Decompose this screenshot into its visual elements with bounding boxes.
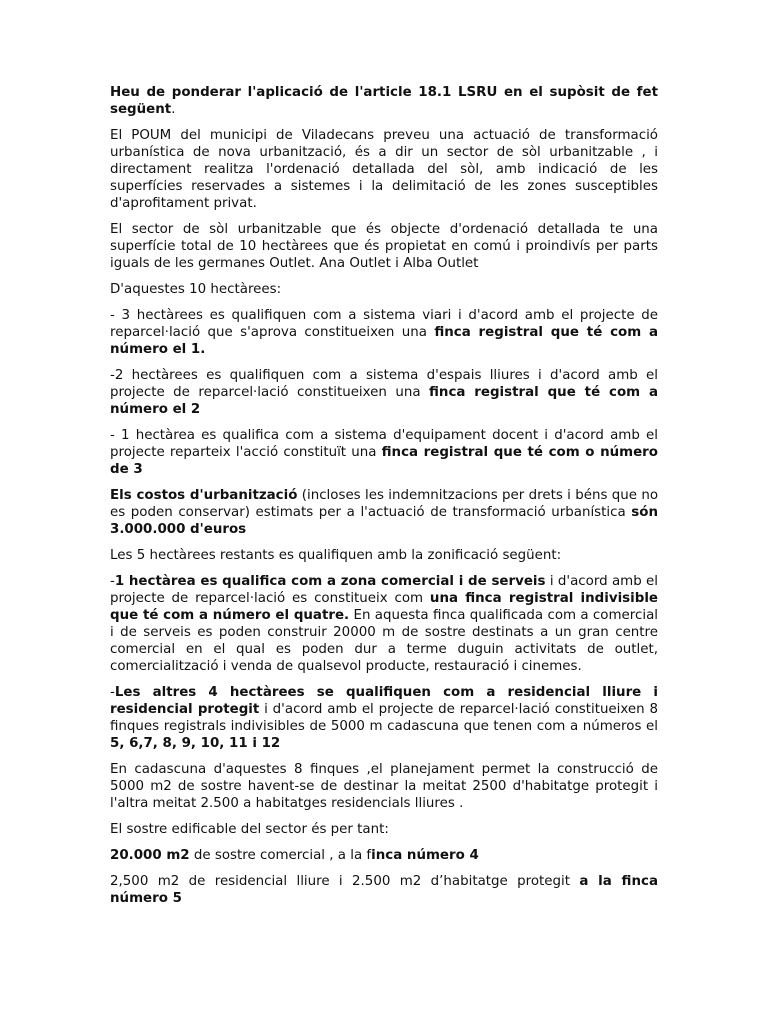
text-run: - 3 hectàrees es qualifiquen com a sistema viari i d'acord amb el projecte de reparcel·lació que s'aprova constitueixen una (110, 308, 658, 340)
bold-text-run: inca número 4 (371, 848, 479, 863)
text-run: de sostre comercial , a la f (189, 848, 372, 863)
text-run: El POUM del municipi de Viladecans preveu una actuació de transformació urbanística de nova urbanització, és a dir un sector de sòl urbanitzable , i directament realitza l'ordenació detallada del sòl, amb indicació de les superfícies reservades a sistemes i la delimitació de les zones susceptibles d'aprofitament privat. (110, 128, 658, 211)
text-run: . (171, 102, 176, 117)
bold-text-run: 20.000 m2 (110, 848, 190, 863)
bold-text-run: finca registral que té com a número el 2 (110, 385, 658, 417)
paragraph (110, 847, 658, 864)
paragraph (110, 281, 658, 298)
bold-text-run: finca registral que té com a número el 1. (110, 325, 659, 357)
paragraph (110, 221, 658, 272)
text-run: - 1 hectàrea es qualifica com a sistema d'equipament docent i d'acord amb el projecte reparteix l'acció constituït una (110, 428, 658, 460)
paragraph (110, 547, 658, 564)
bold-text-run: Heu de ponderar l'aplicació de l'article 18.1 LSRU en el supòsit de fet següent (110, 85, 658, 117)
paragraph (110, 427, 658, 478)
text-run: Les 5 hectàrees restants es qualifiquen amb la zonificació següent: (110, 548, 562, 563)
text-run: - (110, 574, 115, 589)
text-run: -2 hectàrees es qualifiquen com a sistema d'espais lliures i d'acord amb el projecte de reparcel·lació constitueixen una (110, 368, 658, 400)
paragraph (110, 487, 658, 538)
text-run: El sostre edificable del sector és per tant: (110, 822, 389, 837)
bold-text-run: 5, 6,7, 8, 9, 10, 11 i 12 (110, 736, 281, 751)
paragraph (110, 307, 658, 358)
text-run: i d'acord amb el projecte de reparcel·lació constitueixen 8 finques registrals indivisibles de 5000 m cadascuna que tenen com a números el (110, 702, 658, 734)
bold-text-run: una finca registral indivisible que té com a número el quatre. (110, 591, 658, 623)
document-body (110, 84, 658, 916)
bold-text-run: Els costos d'urbanització (110, 488, 298, 503)
text-run: (incloses les indemnitzacions per drets i béns que no es poden conservar) estimats per a l'actuació de transformació urbanística (110, 488, 659, 520)
text-run: En aquesta finca qualificada com a comercial i de serveis es poden construir 20000 m de sostre destinats a un gran centre comercial en el qual es poden dur a terme duguin activitats de outlet, comercialització i venda de qualsevol producte, restauració i cinemes. (110, 608, 658, 674)
text-run: En cadascuna d'aquestes 8 finques ,el planejament permet la construcció de 5000 m2 de sostre havent-se de destinar la meitat 2500 d'habitatge protegit i l'altra meitat 2.500 a habitatges residencials lliures . (110, 762, 658, 811)
paragraph (110, 761, 658, 812)
paragraph (110, 84, 658, 118)
bold-text-run: 1 hectàrea es qualifica com a zona comercial i de serveis (114, 574, 546, 589)
bold-text-run: Les altres 4 hectàrees se qualifiquen com a residencial lliure i residencial protegit (110, 685, 658, 717)
text-run: i d'acord amb el projecte de reparcel·lació es constitueix com (110, 574, 658, 606)
text-run: D'aquestes 10 hectàrees: (110, 282, 282, 297)
paragraph (110, 573, 658, 675)
bold-text-run: són 3.000.000 d'euros (110, 505, 658, 537)
text-run: - (110, 685, 115, 700)
paragraph (110, 367, 658, 418)
text-run: 2,500 m2 de residencial lliure i 2.500 m2 d’habitatge protegit (110, 874, 580, 889)
text-run: El sector de sòl urbanitzable que és objecte d'ordenació detallada te una superfície total de 10 hectàrees que és propietat en comú i proindivís per parts iguals de les germanes Outlet. Ana Outlet i Alba Outlet (110, 222, 658, 271)
paragraph (110, 873, 658, 907)
paragraph (110, 821, 658, 838)
bold-text-run: a la finca número 5 (110, 874, 658, 906)
bold-text-run: finca registral que té com o número de 3 (110, 445, 658, 477)
paragraph (110, 684, 658, 752)
paragraph (110, 127, 658, 212)
